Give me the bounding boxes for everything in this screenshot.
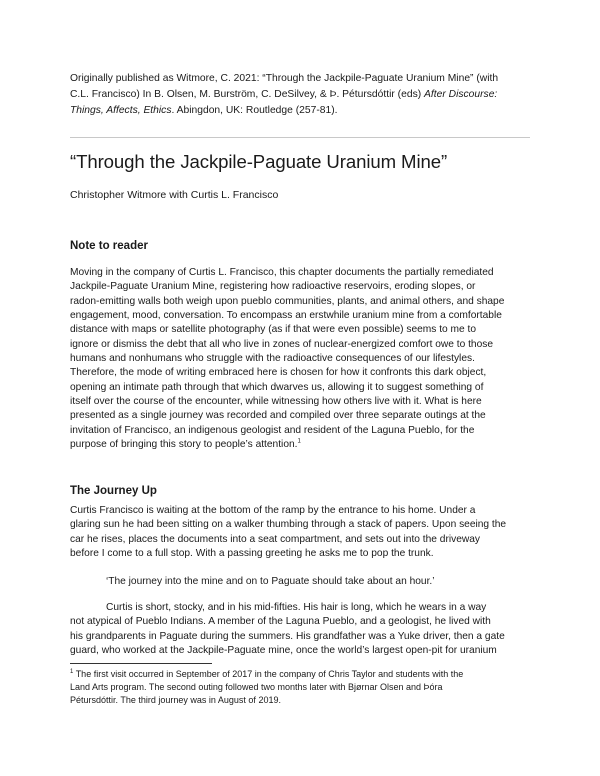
text-line: radon-emitting walls both weigh upon pueblo communities, plants, and animal others, and shape [70,295,505,307]
publication-note-line: Originally published as Witmore, C. 2021: “Through the Jackpile-Paguate Uranium Mine” (with [70,73,499,84]
note-paragraph [70,266,530,452]
text-line: presented as a single journey was recorded and compiled over three separate outings at the [70,410,486,422]
footnote-line: Pétursdóttir. The third journey was in August of 2019. [70,695,281,706]
footnote-line: $^1$ The first visit occurred in September of 2017 in the company of Chris Taylor and students with the [70,669,464,679]
text-line: before I come to a full stop. With a passing greeting he asks me to pop the trunk. [70,548,434,560]
block-quote: ‘The journey into the mine and on to Paguate should take about an hour.’ [106,576,435,587]
chapter-title: “Through the Jackpile-Paguate Uranium Mine” [70,151,448,172]
footnote-number: 1 [70,669,74,675]
text-line: Jackpile-Paguate Uranium Mine, registering how radioactive reservoirs, eroding slopes, or [70,281,476,293]
section-heading-journey: The Journey Up [70,485,157,497]
header-divider [70,137,530,138]
footnote-line: Land Arts program. The second outing followed two months later with Bjørnar Olsen and Þóra [70,682,443,693]
text-line: itself over the course of the encounter, while witnessing how others live with it. What is here [70,396,482,408]
journey-paragraph [70,504,530,561]
text-line: distance with maps or satellite photography (as if that were even possible) seems to me to [70,324,477,336]
publication-note [70,71,530,118]
text-line: car he rises, places the documents into a seat compartment, and sets out into the driveway [70,533,480,545]
footnote-divider [70,663,212,664]
footnote-reference[interactable]: 1 [297,438,301,445]
publication-note-line: Things, Affects, Ethics. Abingdon, UK: Routledge (257-81). [70,104,338,116]
text-line: Moving in the company of Curtis L. Francisco, this chapter documents the partially remediated [70,267,494,278]
text-line: glaring sun he had been sitting on a walker thumbing through a stack of papers. Upon seeing the [70,519,507,531]
text-line: invitation of Francisco, an indigenous geologist and resident of the Laguna Pueblo, for the [70,424,475,436]
section-heading-note: Note to reader [70,240,148,252]
text-line: opening an intimate path through that which dwarves us, allowing it to suggest something of [70,381,484,393]
text-line: purpose of bringing this story to people’s attention.$^1$ [70,438,301,451]
book-subtitle: Things, Affects, Ethics [70,104,172,116]
text-line: humans and nonhumans who struggle with the radioactive consequences of our lifestyles. [70,353,475,365]
text-line: guard, who worked at the Jackpile-Paguate mine, once the world’s largest open-pit for uranium [70,645,497,657]
text-line: Curtis is short, stocky, and in his mid-fifties. His hair is long, which he wears in a way [106,602,487,613]
curtis-paragraph [70,601,530,658]
text-line: engagement, mood, conversation. To encompass an erstwhile uranium mine from a comfortable [70,310,502,322]
text-line: his grandparents in Paguate during the summers. His grandfather was a Yuke driver, then a gate [70,630,505,642]
text-line: not atypical of Pueblo Indians. A member of the Laguna Pueblo, and a geologist, he lived with [70,616,491,628]
text-line: Curtis Francisco is waiting at the bottom of the ramp by the entrance to his home. Under a [70,505,476,516]
text-line: Therefore, the mode of writing embraced here is chosen for how it confronts this dark object, [70,367,487,379]
footnote [70,668,530,708]
publication-note-line: C.L. Francisco) In B. Olsen, M. Burström, C. DeSilvey, & Þ. Pétursdóttir (eds) After Discourse: [70,88,498,100]
text-line: ignore or dismiss the debt that all who live in zones of nuclear-energized comfort owe to those [70,338,494,350]
book-title: After Discourse: [424,88,498,100]
chapter-authors: Christopher Witmore with Curtis L. Francisco [70,189,279,201]
